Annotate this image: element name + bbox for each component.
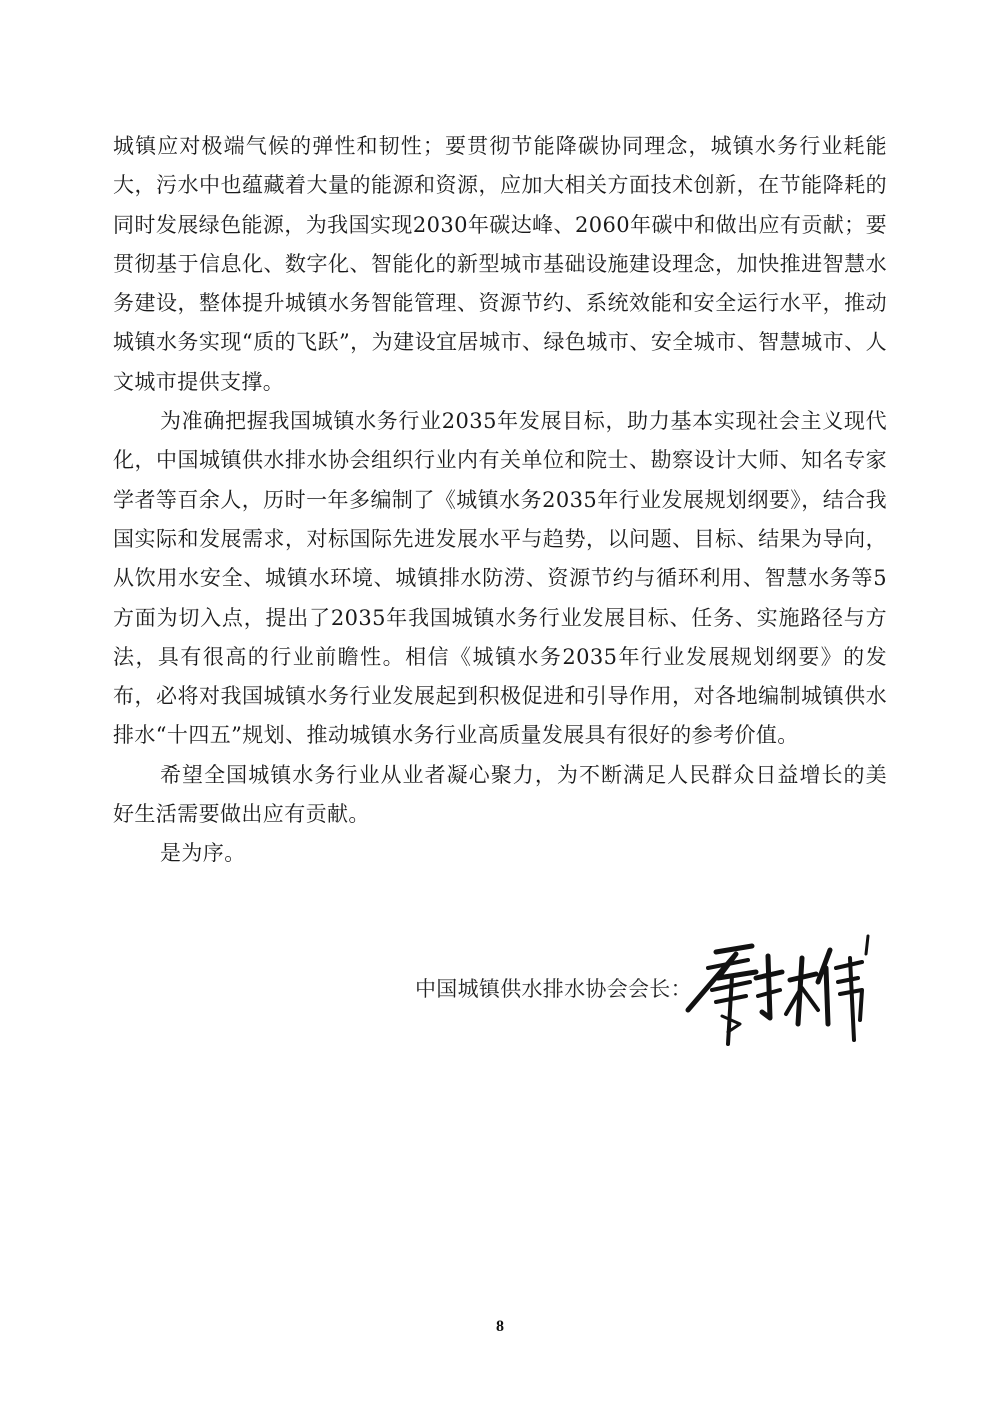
paragraph-closing: 是为序。: [160, 841, 246, 866]
signature-block: [413, 940, 873, 1070]
paragraph-1: 城镇应对极端气候的弹性和韧性；要贯彻节能降碳协同理念，城镇水务行业耗能大，污水中也蕴藏着大量的能源和资源，应加大相关方面技术创新，在节能降耗的同时发展绿色能源，为我国实现2030年碳达峰、2060年碳中和做出应有贡献；要贯彻基于信息化、数字化、智能化的新型城市基础设施建设理念，加快推进智慧水务建设，整体提升城镇水务智能管理、资源节约、系统效能和安全运行水平，推动城镇水务实现“质的飞跃”，为建设宜居城市、绿色城市、安全城市、智慧城市、人文城市提供支撑。: [113, 134, 887, 394]
signature-label: 中国城镇供水排水协会会长：: [415, 977, 692, 1001]
handwritten-signature-icon: [678, 932, 878, 1072]
page-number: 8: [496, 1318, 504, 1335]
paragraph-2: 为准确把握我国城镇水务行业2035年发展目标，助力基本实现社会主义现代化，中国城镇供水排水协会组织行业内有关单位和院士、勘察设计大师、知名专家学者等百余人，历时一年多编制了《城镇水务2035年行业发展规划纲要》，结合我国实际和发展需求，对标国际先进发展水平与趋势，以问题、目标、结果为导向，从饮用水安全、城镇水环境、城镇排水防涝、资源节约与循环利用、智慧水务等5方面为切入点，提出了2035年我国城镇水务行业发展目标、任务、实施路径与方法，具有很高的行业前瞻性。相信《城镇水务2035年行业发展规划纲要》的发布，必将对我国城镇水务行业发展起到积极促进和引导作用，对各地编制城镇供水排水“十四五”规划、推动城镇水务行业高质量发展具有很好的参考价值。: [113, 409, 887, 748]
preface-body: [113, 127, 887, 874]
paragraph-3: 希望全国城镇水务行业从业者凝心聚力，为不断满足人民群众日益增长的美好生活需要做出应有贡献。: [113, 762, 887, 827]
